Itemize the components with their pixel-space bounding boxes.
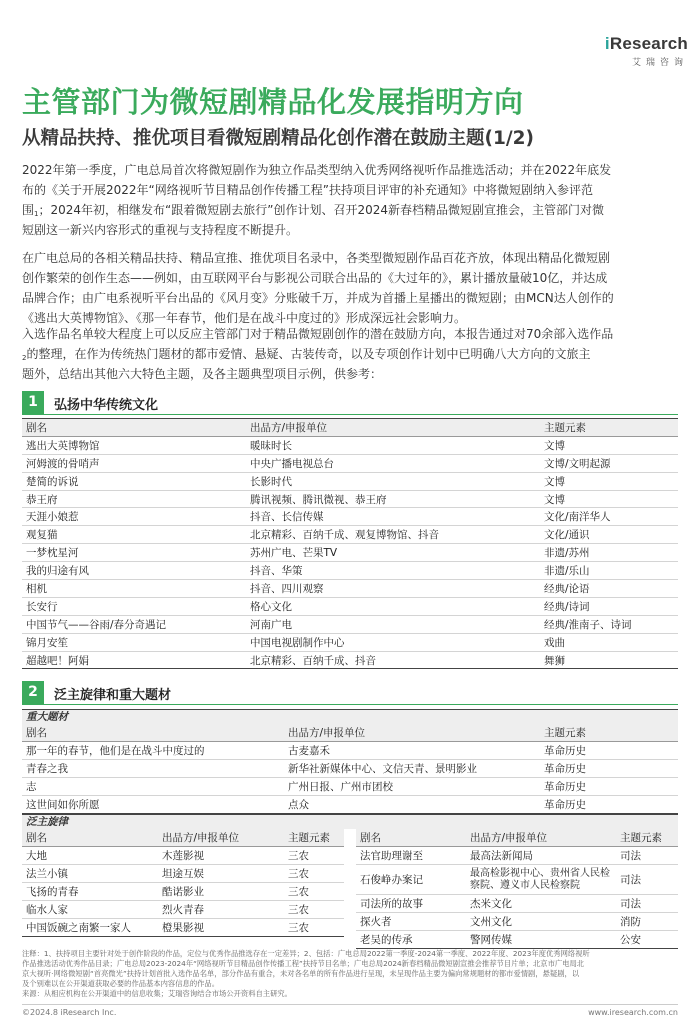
page-subtitle: 从精品扶持、推优项目看微短剧精品化创作潜在鼓励主题(1/2) (22, 128, 534, 149)
table-row (22, 847, 344, 865)
table-cell: 石俊峥办案记 (356, 865, 466, 895)
table-cell: 橙果影视 (158, 918, 284, 936)
table-cell: 经典/诗词 (540, 597, 678, 615)
table-cell: 最高法新闻局 (466, 847, 616, 865)
table-cell: 消防 (616, 913, 678, 931)
table-cell: 我的归途有风 (22, 562, 246, 580)
table-cell: 河姆渡的骨哨声 (22, 454, 246, 472)
table-cell: 经典/淮南子、诗词 (540, 615, 678, 633)
table-cell: 超越吧！阿娟 (22, 651, 246, 669)
column-header: 出品方/申报单位 (158, 829, 284, 847)
table-cell: 北京精彩、百纳千成、观复博物馆、抖音 (246, 526, 540, 544)
table-cell: 司法所的故事 (356, 895, 466, 913)
table-cell: 中央广播电视总台 (246, 454, 540, 472)
mainstream-themes-table-left (22, 829, 344, 937)
table-cell: 杰米文化 (466, 895, 616, 913)
table-cell: 一梦枕星河 (22, 544, 246, 562)
table-cell: 三农 (284, 865, 344, 883)
table-cell: 探火者 (356, 913, 466, 931)
table-cell: 戏曲 (540, 633, 678, 651)
footnote-ref-1: 1 (34, 210, 39, 218)
table-cell: 长影时代 (246, 472, 540, 490)
table-cell: 革命历史 (540, 742, 678, 760)
table-cell: 烈火青春 (158, 901, 284, 919)
table-row (22, 597, 678, 615)
table-row (22, 562, 678, 580)
section-2-number: 2 (22, 681, 44, 704)
column-header: 剧名 (22, 419, 246, 437)
table-cell: 抖音、华策 (246, 562, 540, 580)
table-row (356, 895, 678, 913)
intro-paragraph-2: 在广电总局的各相关精品扶持、精品宣推、推优项目名录中，各类型微短剧作品百花齐放，体现出精品化微短剧 创作繁荣的创作生态——例如，由互联网平台与影视公司联合出品的《大过年的》，累计播放量破10亿，并达成 品牌合作；由广电系视听平台出品的《风月变》分账破千万，并成为首播上星播出的微短剧；由MCN达人创作的 《逃出大英博物馆》、《那一年春节，他们是在战斗中度过的》形成深远社会影响力。 (22, 251, 614, 325)
page-footer (22, 1004, 678, 1018)
table-row (22, 472, 678, 490)
column-header: 主题元素 (616, 829, 678, 847)
table-cell: 广州日报、广州市团校 (284, 778, 540, 796)
column-header: 主题元素 (540, 724, 678, 742)
table-row (22, 526, 678, 544)
table-cell: 酷诺影业 (158, 883, 284, 901)
section-1-number: 1 (22, 391, 44, 414)
table-cell: 革命历史 (540, 760, 678, 778)
table-cell: 古麦嘉禾 (284, 742, 540, 760)
iresearch-logo (605, 34, 688, 68)
table-cell: 观复猫 (22, 526, 246, 544)
table-cell: 老吴的传承 (356, 931, 466, 949)
table-cell: 警网传媒 (466, 931, 616, 949)
column-header: 出品方/申报单位 (246, 419, 540, 437)
table-row (22, 436, 678, 454)
table-cell: 河南广电 (246, 615, 540, 633)
table-cell: 志 (22, 778, 284, 796)
table-cell: 三农 (284, 918, 344, 936)
source-note: 来源：从相应机构在公开渠道中的信息收集；艾瑞咨询结合市场公开资料自主研究。 (22, 989, 292, 998)
table-cell: 青春之我 (22, 760, 284, 778)
major-themes-table (22, 724, 678, 814)
table-header-row (356, 829, 678, 847)
table-cell: 新华社新媒体中心、文信天青、景明影业 (284, 760, 540, 778)
table-row (22, 508, 678, 526)
table-cell: 中国节气——谷雨/春分奇遇记 (22, 615, 246, 633)
table-row (22, 490, 678, 508)
table-row (356, 931, 678, 949)
column-header: 剧名 (22, 829, 158, 847)
table-row (22, 865, 344, 883)
table-cell: 中国电视剧制作中心 (246, 633, 540, 651)
table-cell: 腾讯视频、腾讯微视、恭王府 (246, 490, 540, 508)
table-cell: 文州文化 (466, 913, 616, 931)
table-cell: 木莲影视 (158, 847, 284, 865)
table-cell: 最高检影视中心、贵州省人民检察院、遵义市人民检察院 (466, 865, 616, 895)
table-cell: 非遗/苏州 (540, 544, 678, 562)
table-cell: 法兰小镇 (22, 865, 158, 883)
table-cell: 相机 (22, 580, 246, 598)
table-row (356, 847, 678, 865)
table-cell: 逃出大英博物馆 (22, 436, 246, 454)
major-themes-label: 重大题材 (22, 709, 678, 724)
table-cell: 大地 (22, 847, 158, 865)
footnotes: 注释：1、扶持项目主要针对处于创作阶段的作品，定位与优秀作品推选存在一定差异；2、包括：广电总局2022第一季度-2024第一季度、2022年度、2023年度优秀网络视听 作品推选活动优秀作品目录；广电总局2023-2024年“网络视听节目精品创作传播工程”扶持节目名单；广电总局2024新春档精品微短剧宣推会推荐节目片单；北京市广电局北 京大视听·网络微短剧“首亮微光”扶持计划首批入选作品名单，部分作品有重合，未对各名单的所有作品进行呈现，未呈现作品主要为偏向常规题材的都市爱情剧，悬疑剧，以 及个别难以在公开渠道获取必要的作品基本内容信息的作品。 来源：从相应机构在公开渠道中的信息收集；艾瑞咨询结合市场公开资料自主研究。 (22, 949, 678, 999)
table-cell: 点众 (284, 796, 540, 814)
table-cell: 文博 (540, 472, 678, 490)
intro-paragraph-1: 2022年第一季度，广电总局首次将微短剧作为独立作品类型纳入优秀网络视听作品推选活动；并在2022年底发 布的《关于开展2022年“网络视听节目精品创作传播工程”扶持项目评审的补充通知》中将微短剧纳入参评范 围$^1$；2024年初，相继发布“跟着微短剧去旅行”创作计划、召开2024新春档精品微短剧宣推会，主管部门对微 短剧这一新兴内容形式的重视与支持程度不断提升。 (22, 163, 612, 237)
copyright: ©2024.8 iResearch Inc. (22, 1008, 117, 1017)
table-header-row (22, 829, 344, 847)
section-2-title: 泛主旋律和重大题材 (54, 688, 172, 703)
table-row (22, 454, 678, 472)
table-row (22, 883, 344, 901)
column-header: 出品方/申报单位 (284, 724, 540, 742)
table-row (22, 778, 678, 796)
section-1-header (22, 391, 678, 415)
table-cell: 临水人家 (22, 901, 158, 919)
table-cell: 文博 (540, 490, 678, 508)
table-row (356, 865, 678, 895)
table-row (22, 651, 678, 669)
table-cell: 抖音、四川观察 (246, 580, 540, 598)
table-row (22, 760, 678, 778)
table-cell: 舞狮 (540, 651, 678, 669)
table-row (22, 633, 678, 651)
section-2-header (22, 681, 678, 705)
table-row (22, 742, 678, 760)
table-cell: 三农 (284, 847, 344, 865)
logo-wordmark: iResearch (604, 34, 688, 53)
table-cell: 革命历史 (540, 778, 678, 796)
table-cell: 三农 (284, 901, 344, 919)
table-cell: 格心文化 (246, 597, 540, 615)
table-cell: 文博 (540, 436, 678, 454)
table-cell: 这世间如你所愿 (22, 796, 284, 814)
table-cell: 革命历史 (540, 796, 678, 814)
logo-subtitle: 艾瑞咨询 (631, 58, 688, 68)
intro-paragraph-3: 入选作品名单较大程度上可以反应主管部门对于精品微短剧创作的潜在鼓励方向，本报告通过对70余部入选作品 $^2$的整理，在作为传统热门题材的都市爱情、悬疑、古装传奇，以及专项创作计划中已明确八大方向的文旅主 题外，总结出其他六大特色主题，及各主题典型项目示例，供参考： (22, 327, 614, 381)
table-cell: 锦月安笙 (22, 633, 246, 651)
table-row (22, 796, 678, 814)
table-cell: 苏州广电、芒果TV (246, 544, 540, 562)
section-1-title: 弘扬中华传统文化 (54, 398, 159, 413)
table-cell: 中国饭碗之南繁一家人 (22, 918, 158, 936)
table-cell: 非遗/乐山 (540, 562, 678, 580)
table-cell: 飞扬的青春 (22, 883, 158, 901)
column-header: 剧名 (22, 724, 284, 742)
table-row (22, 580, 678, 598)
table-cell: 天涯小娘惹 (22, 508, 246, 526)
table-row (22, 544, 678, 562)
table-row (22, 918, 344, 936)
footnote-ref-2: 2 (22, 354, 27, 362)
table-cell: 三农 (284, 883, 344, 901)
table-header-row (22, 419, 678, 437)
table-cell: 经典/论语 (540, 580, 678, 598)
table-row (356, 913, 678, 931)
table-header-row (22, 724, 678, 742)
table-cell: 暖昧时长 (246, 436, 540, 454)
column-header: 主题元素 (284, 829, 344, 847)
table-cell: 法官助理谢至 (356, 847, 466, 865)
table-cell: 文博/文明起源 (540, 454, 678, 472)
mainstream-themes-table-right (356, 829, 678, 949)
table-cell: 司法 (616, 895, 678, 913)
table-cell: 楚简的诉说 (22, 472, 246, 490)
table-cell: 北京精彩、百纳千成、抖音 (246, 651, 540, 669)
table-cell: 文化/南洋华人 (540, 508, 678, 526)
table-cell: 抖音、长信传媒 (246, 508, 540, 526)
table-cell: 那一年的春节，他们是在战斗中度过的 (22, 742, 284, 760)
page-title: 主管部门为微短剧精品化发展指明方向 (22, 85, 524, 119)
table-cell: 恭王府 (22, 490, 246, 508)
table-row (22, 901, 344, 919)
table-cell: 司法 (616, 847, 678, 865)
table-cell: 坦途互娱 (158, 865, 284, 883)
column-header: 出品方/申报单位 (466, 829, 616, 847)
column-header: 剧名 (356, 829, 466, 847)
table-row (22, 615, 678, 633)
table-cell: 公安 (616, 931, 678, 949)
mainstream-themes-label: 泛主旋律 (22, 814, 678, 829)
column-header: 主题元素 (540, 419, 678, 437)
table-cell: 文化/通识 (540, 526, 678, 544)
table-cell: 司法 (616, 865, 678, 895)
website-link[interactable]: www.iresearch.com.cn (588, 1008, 678, 1017)
table-cell: 长安行 (22, 597, 246, 615)
traditional-culture-table (22, 418, 678, 669)
